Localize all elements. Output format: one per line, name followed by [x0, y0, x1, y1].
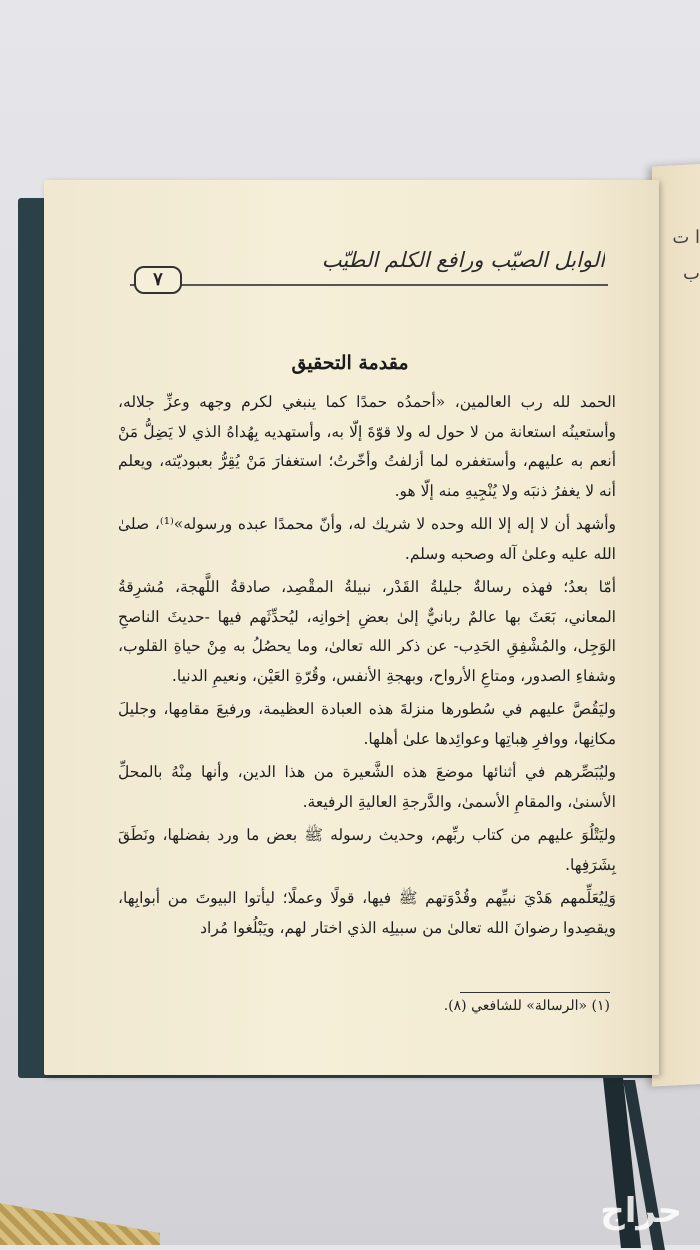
- watermark-logo: حراج: [600, 1191, 682, 1231]
- paragraph: أمّا بعدُ؛ فهذه رسالةٌ جليلةُ القَدْر، نبيلةُ المقْصِد، صادقةُ اللَّهجة، مُشرِقةُ المعاني، بَعَثَ بها عالمٌ ربانيٌّ إلىٰ بعضِ إخوانِه، ليُحدِّثَهم فيها -حديثَ الناصحِ الوَجِل، والمُشْفِقِ الحَدِب- عن ذكر الله تعالىٰ، وما يحصُلُ به مِنْ حياةِ القلوب، وشفاءِ الصدور، ومتاعِ الأرواح، وبهجةِ الأنفس، وقُرّةِ العَيْن، ونعيمِ الدنيا.: [118, 578, 616, 685]
- facing-page: [652, 163, 700, 1086]
- footnote: (١) «الرسالة» للشافعي (٨).: [443, 998, 610, 1014]
- paragraph: وليَتْلُوَ عليهم من كتاب ربِّهم، وحديث رسوله ﷺ بعض ما ورد بفضلها، ونَطَقَ بِشَرَفِها.: [118, 826, 616, 874]
- paragraph: وليَقُصَّ عليهم في سُطورها منزلةَ هذه العبادة العظيمة، ورفيعَ مقامِها، وجليلَ مكانِها، ووافرِ هِباتِها وعوائِدها علىٰ أهلها.: [118, 700, 616, 748]
- facing-page-text: ا ت ب: [672, 227, 700, 284]
- page-number: ٧: [134, 266, 182, 294]
- running-title: الوابل الصيّب ورافع الكلم الطيّب: [321, 248, 605, 272]
- paragraph: وَلِيُعَلِّمهم هَدْيَ نبيِّهم وقُدْوَتهم ﷺ فيها، قولًا وعملًا؛ ليأتوا البيوتَ من أبوابِها، ويقصِدوا رضوانَ الله تعالىٰ من سبيلِه الذي اختار لهم، ويَبْلُغوا مُراد: [118, 889, 616, 937]
- header-rule: [130, 284, 608, 286]
- rug-corner: [0, 1185, 160, 1245]
- paragraph: الحمد لله رب العالمين، «أحمدُه حمدًا كما ينبغي لكرم وجهه وعزِّ جلاله، وأستعينُه استعانة من لا حول له ولا قوّةَ إلّا به، وأستهديه بِهُداهُ الذي لا يَضِلُّ مَنْ أنعم به عليهم، وأستغفره لما أزلفتُ وأخّرتُ؛ استغفارَ مَنْ يُقِرُّ بعبوديّته، ويعلم أنه لا يغفرُ ذنبَه ولا يُنْجِيهِ منه إلّا هو.: [118, 393, 616, 500]
- paragraph: وليُبَصِّرهم في أثنائها موضعَ هذه الشَّعيرة من هذا الدين، وأنها مِنْهُ بالمحلِّ الأسنىٰ، والمقامِ الأسمىٰ، والدَّرجةِ العاليةِ الرفيعة.: [118, 763, 616, 811]
- body-text: [118, 388, 616, 943]
- footnote-rule: [460, 992, 610, 993]
- paragraph: وأشهد أن لا إله إلا الله وحده لا شريك له، وأنّ محمدًا عبده ورسوله»⁽¹⁾، صلىٰ الله عليه وعلىٰ آله وصحبه وسلم.: [118, 515, 616, 563]
- section-title: مقدمة التحقيق: [291, 352, 409, 374]
